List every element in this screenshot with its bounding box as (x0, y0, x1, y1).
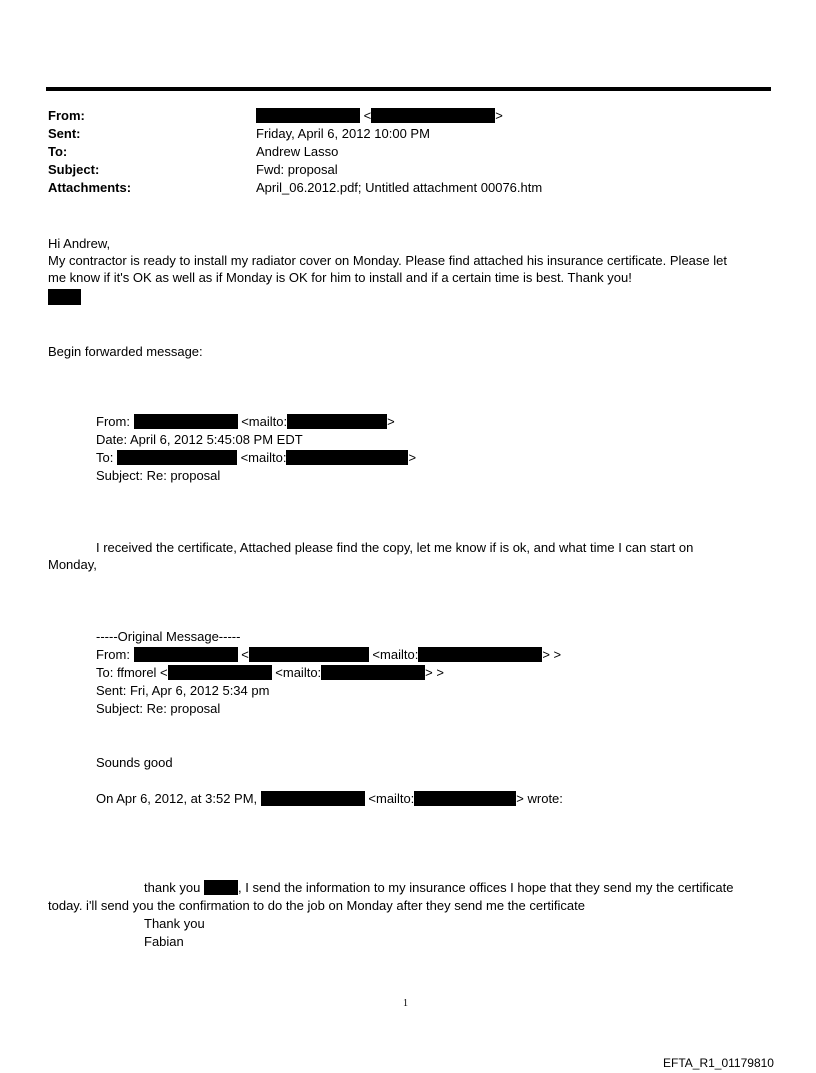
fabian-line: thank you , I send the information to my insurance offices I hope that they send my the certificate (144, 880, 734, 895)
header-rule (46, 87, 771, 91)
document-id: EFTA_R1_01179810 (663, 1056, 774, 1070)
orig-subject: Subject: Re: proposal (96, 701, 221, 716)
fwd-subject: Subject: Re: proposal (96, 468, 221, 483)
redaction-block (261, 791, 365, 806)
redaction-block (256, 108, 360, 123)
greeting: Hi Andrew, (48, 236, 111, 251)
redaction-block (134, 414, 238, 429)
redaction-block (414, 791, 516, 806)
sounds-good: Sounds good (96, 755, 173, 770)
redaction-block (321, 665, 425, 680)
to-label: To: (48, 144, 68, 159)
fabian-name: Fabian (144, 934, 184, 949)
body-line: My contractor is ready to install my radiator cover on Monday. Please find attached his insurance certificate. Please let (48, 253, 727, 268)
from-label: From: (48, 108, 85, 123)
redaction-block (418, 647, 542, 662)
orig-sent: Sent: Fri, Apr 6, 2012 5:34 pm (96, 683, 270, 698)
signature-redacted (48, 289, 81, 306)
body-line: me know if it's OK as well as if Monday is OK for him to install and if a certain time is best. Thank you! (48, 270, 632, 285)
fabian-thanks: Thank you (144, 916, 205, 931)
redaction-block (249, 647, 369, 662)
subject-label: Subject: (48, 162, 100, 177)
to-value: Andrew Lasso (256, 144, 339, 159)
subject-value: Fwd: proposal (256, 162, 338, 177)
page-number: 1 (403, 998, 408, 1009)
fabian-line: today. i'll send you the confirmation to do the job on Monday after they send me the certificate (48, 898, 585, 913)
fwd-date: Date: April 6, 2012 5:45:08 PM EDT (96, 432, 303, 447)
original-message-header: -----Original Message----- (96, 629, 241, 644)
redaction-block (204, 880, 238, 895)
attachments-value: April_06.2012.pdf; Untitled attachment 00076.htm (256, 180, 543, 195)
redaction-block (168, 665, 272, 680)
fwd-from: From: <mailto: > (96, 414, 395, 429)
orig-to: To: ffmorel < <mailto: > > (96, 665, 444, 680)
forwarded-label: Begin forwarded message: (48, 344, 203, 359)
orig-from: From: < <mailto: > > (96, 647, 562, 662)
attachments-label: Attachments: (48, 180, 132, 195)
sent-value: Friday, April 6, 2012 10:00 PM (256, 126, 430, 141)
redaction-block (48, 289, 81, 305)
fwd-body-line: I received the certificate, Attached please find the copy, let me know if is ok, and what time I can start on (96, 540, 694, 555)
fwd-to: To: <mailto: > (96, 450, 417, 465)
from-value: < > (256, 108, 503, 124)
fwd-body-line: Monday, (48, 557, 97, 572)
redaction-block (117, 450, 237, 465)
sent-label: Sent: (48, 126, 81, 141)
redaction-block (371, 108, 495, 123)
redaction-block (287, 414, 387, 429)
on-date-wrote: On Apr 6, 2012, at 3:52 PM, <mailto: > wrote: (96, 791, 563, 806)
redaction-block (286, 450, 408, 465)
redaction-block (134, 647, 238, 662)
